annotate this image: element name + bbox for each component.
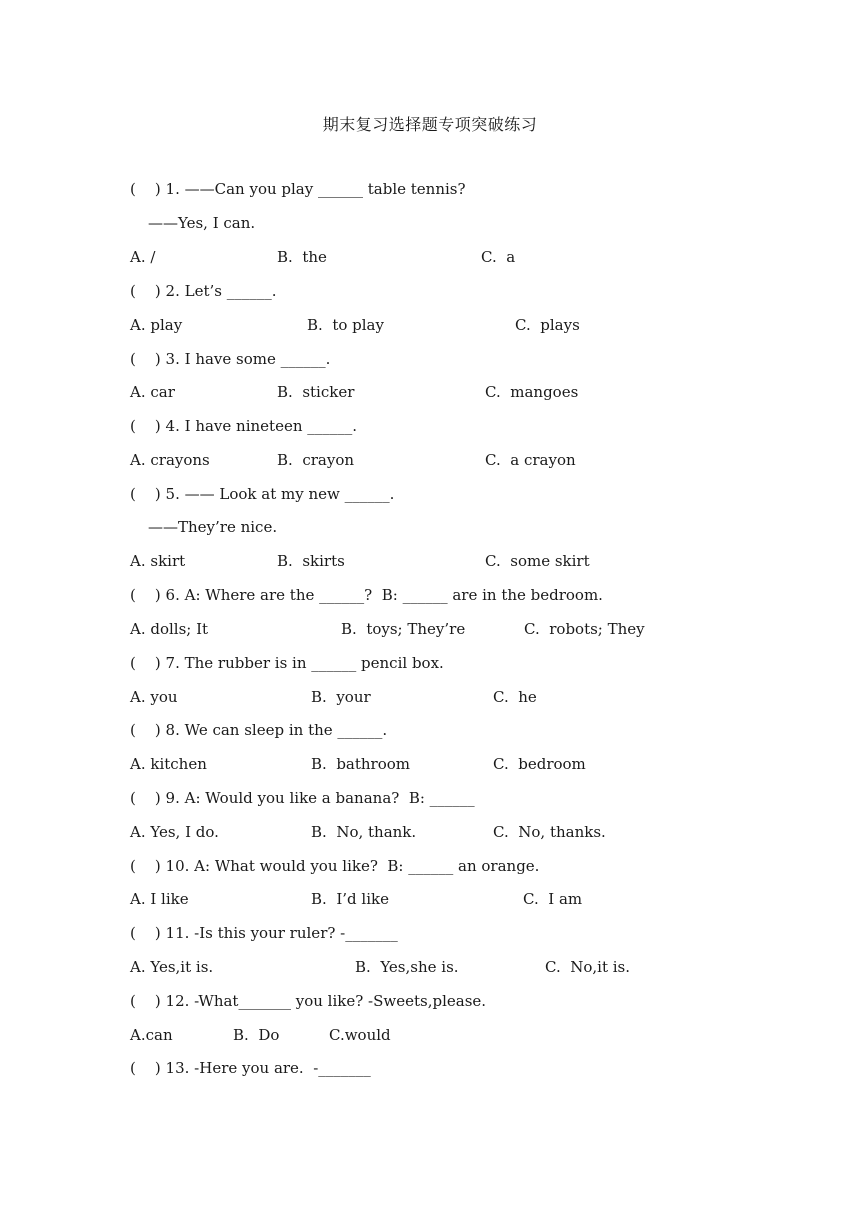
question-3-option-b: B. sticker: [277, 383, 355, 401]
question-4-option-a: A. crayons: [130, 451, 210, 469]
question-8-option-b: B. bathroom: [311, 755, 411, 773]
question-9-option-a: A. Yes, I do.: [130, 823, 219, 841]
question-12-option-c: C.would: [329, 1026, 391, 1044]
question-8-option-c: C. bedroom: [493, 755, 586, 773]
question-6-stem: ( ) 6. A: Where are the ______? B: ______ are in the bedroom.: [130, 586, 603, 604]
question-2-option-b: B. to play: [307, 316, 384, 334]
question-11-option-b: B. Yes,she is.: [355, 958, 459, 976]
question-3-option-c: C. mangoes: [485, 383, 579, 401]
question-12-option-a: A.can: [130, 1026, 173, 1044]
question-5-option-b: B. skirts: [277, 552, 345, 570]
question-2-option-c: C. plays: [515, 316, 580, 334]
question-7-option-b: B. your: [311, 688, 371, 706]
question-2-stem: ( ) 2. Let’s ______.: [130, 282, 277, 300]
question-4-option-c: C. a crayon: [485, 451, 576, 469]
question-9-option-c: C. No, thanks.: [493, 823, 606, 841]
page-title: 期末复习选择题专项突破练习: [322, 115, 538, 134]
question-7-stem: ( ) 7. The rubber is in ______ pencil box.: [130, 654, 444, 672]
question-5-reply: ——They’re nice.: [148, 518, 278, 536]
question-1-stem: ( ) 1. ——Can you play ______ table tennis?: [130, 180, 466, 198]
question-6-option-c: C. robots; They: [524, 620, 645, 638]
question-9-option-b: B. No, thank.: [311, 823, 417, 841]
question-10-option-b: B. I’d like: [311, 890, 389, 908]
question-10-option-c: C. I am: [523, 890, 583, 908]
question-1-option-a: A. /: [130, 248, 156, 266]
question-3-option-a: A. car: [130, 383, 175, 401]
question-8-option-a: A. kitchen: [130, 755, 207, 773]
question-1-reply: ——Yes, I can.: [148, 214, 256, 232]
question-1-option-c: C. a: [481, 248, 516, 266]
question-5-option-a: A. skirt: [130, 552, 186, 570]
question-5-option-c: C. some skirt: [485, 552, 590, 570]
question-4-option-b: B. crayon: [277, 451, 355, 469]
question-11-stem: ( ) 11. -Is this your ruler? -_______: [130, 924, 398, 942]
question-8-stem: ( ) 8. We can sleep in the ______.: [130, 721, 388, 739]
question-7-option-a: A. you: [130, 688, 178, 706]
question-4-stem: ( ) 4. I have nineteen ______.: [130, 417, 358, 435]
question-6-option-a: A. dolls; It: [130, 620, 209, 638]
question-3-stem: ( ) 3. I have some ______.: [130, 350, 331, 368]
question-12-stem: ( ) 12. -What_______ you like? -Sweets,please.: [130, 992, 487, 1010]
question-7-option-c: C. he: [493, 688, 537, 706]
question-11-option-a: A. Yes,it is.: [130, 958, 214, 976]
question-12-option-b: B. Do: [233, 1026, 280, 1044]
question-2-option-a: A. play: [130, 316, 183, 334]
question-1-option-b: B. the: [277, 248, 327, 266]
question-10-option-a: A. I like: [130, 890, 189, 908]
question-11-option-c: C. No,it is.: [545, 958, 631, 976]
question-9-stem: ( ) 9. A: Would you like a banana? B: ______: [130, 789, 475, 807]
question-10-stem: ( ) 10. A: What would you like? B: ______ an orange.: [130, 857, 540, 875]
question-13-stem: ( ) 13. -Here you are. -_______: [130, 1059, 371, 1077]
question-5-stem: ( ) 5. —— Look at my new ______.: [130, 485, 395, 503]
question-6-option-b: B. toys; They’re: [341, 620, 466, 638]
